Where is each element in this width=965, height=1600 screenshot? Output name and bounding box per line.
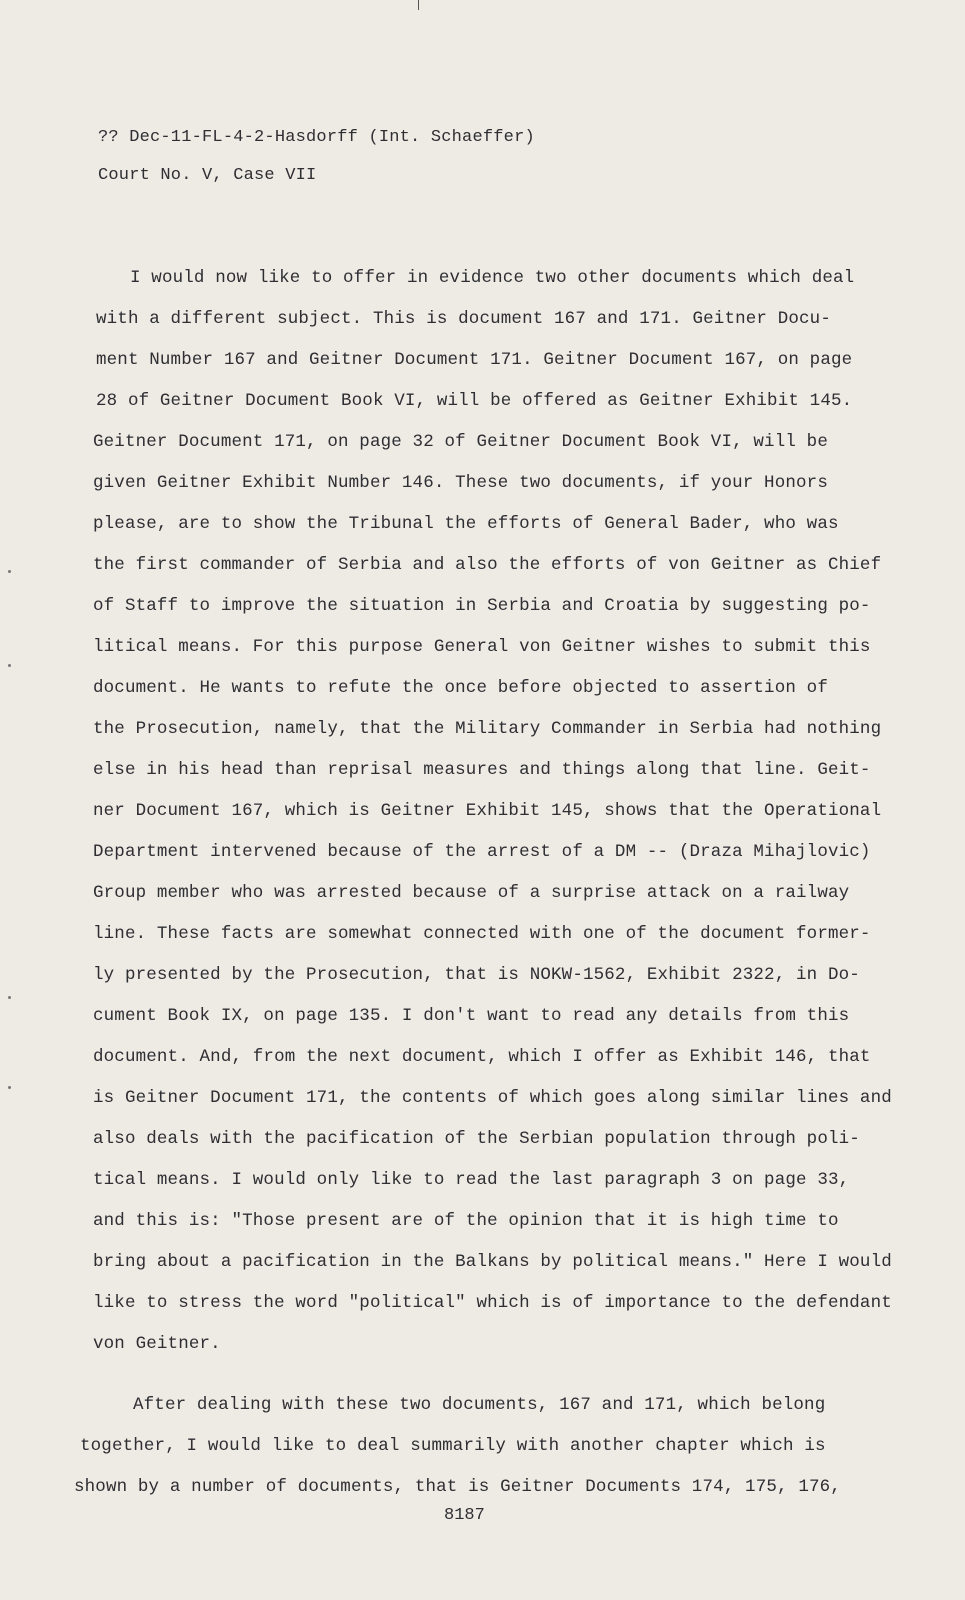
body-line: like to stress the word "political" which is of importance to the defendant xyxy=(93,1293,892,1313)
body-line: with a different subject. This is document 167 and 171. Geitner Docu- xyxy=(96,309,831,329)
body-line: ly presented by the Prosecution, that is NOKW-1562, Exhibit 2322, in Do- xyxy=(93,965,860,985)
body-line: please, are to show the Tribunal the efforts of General Bader, who was xyxy=(93,514,839,534)
body-line: shown by a number of documents, that is Geitner Documents 174, 175, 176, xyxy=(74,1477,841,1497)
scan-mark xyxy=(8,570,11,573)
body-line: Group member who was arrested because of a surprise attack on a railway xyxy=(93,883,850,903)
body-line: ner Document 167, which is Geitner Exhibit 145, shows that the Operational xyxy=(93,801,882,821)
body-line: the Prosecution, namely, that the Military Commander in Serbia had nothing xyxy=(93,719,882,739)
body-line: Department intervened because of the arrest of a DM -- (Draza Mihajlovic) xyxy=(93,842,871,862)
scan-mark xyxy=(8,996,11,999)
body-line: else in his head than reprisal measures and things along that line. Geit- xyxy=(93,760,871,780)
body-line: given Geitner Exhibit Number 146. These two documents, if your Honors xyxy=(93,473,828,493)
body-line: Geitner Document 171, on page 32 of Geitner Document Book VI, will be xyxy=(93,432,828,452)
body-line: von Geitner. xyxy=(93,1334,221,1354)
scan-mark xyxy=(8,664,11,667)
body-line: also deals with the pacification of the Serbian population through poli- xyxy=(93,1129,860,1149)
body-line: I would now like to offer in evidence two other documents which deal xyxy=(130,268,855,288)
body-line: tical means. I would only like to read the last paragraph 3 on page 33, xyxy=(93,1170,850,1190)
body-line: After dealing with these two documents, 167 and 171, which belong xyxy=(133,1395,826,1415)
scan-mark xyxy=(8,1086,11,1089)
scan-mark xyxy=(418,0,419,10)
body-line: litical means. For this purpose General von Geitner wishes to submit this xyxy=(93,637,871,657)
body-line: together, I would like to deal summarily with another chapter which is xyxy=(80,1436,826,1456)
body-line: is Geitner Document 171, the contents of which goes along similar lines and xyxy=(93,1088,892,1108)
body-line: 28 of Geitner Document Book VI, will be offered as Geitner Exhibit 145. xyxy=(96,391,853,411)
body-line: of Staff to improve the situation in Serbia and Croatia by suggesting po- xyxy=(93,596,871,616)
page-number: 8187 xyxy=(444,1506,485,1525)
document-reference: ?? Dec-11-FL-4-2-Hasdorff (Int. Schaeffer) xyxy=(98,128,535,147)
body-line: and this is: "Those present are of the opinion that it is high time to xyxy=(93,1211,839,1231)
body-line: document. And, from the next document, which I offer as Exhibit 146, that xyxy=(93,1047,871,1067)
body-line: line. These facts are somewhat connected with one of the document former- xyxy=(93,924,871,944)
body-line: bring about a pacification in the Balkans by political means." Here I would xyxy=(93,1252,892,1272)
body-line: cument Book IX, on page 135. I don't want to read any details from this xyxy=(93,1006,850,1026)
body-line: document. He wants to refute the once before objected to assertion of xyxy=(93,678,828,698)
court-case-line: Court No. V, Case VII xyxy=(98,166,317,185)
body-line: ment Number 167 and Geitner Document 171. Geitner Document 167, on page xyxy=(96,350,853,370)
body-line: the first commander of Serbia and also the efforts of von Geitner as Chief xyxy=(93,555,882,575)
